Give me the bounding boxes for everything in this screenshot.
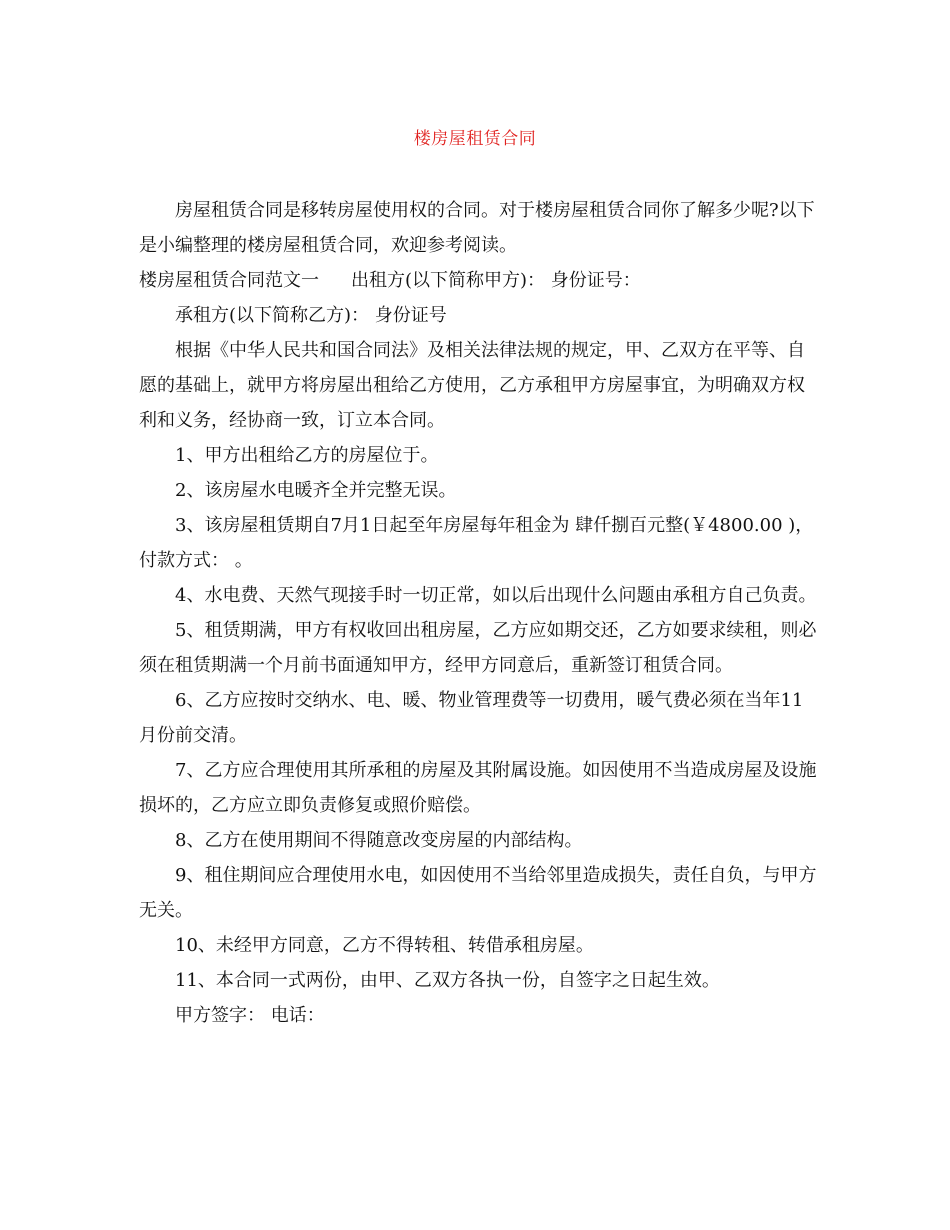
clause-3: 3、该房屋租赁期自7月1日起至年房屋每年租金为 肆仟捌百元整(￥4800.00 )，付款方式： 。 bbox=[139, 515, 814, 571]
clause-9: 9、租住期间应合理使用水电，如因使用不当给邻里造成损失，责任自负，与甲方无关。 bbox=[139, 865, 817, 921]
clause-11: 11、本合同一式两份，由甲、乙双方各执一份，自签字之日起生效。 bbox=[175, 970, 720, 991]
preamble-paragraph: 根据《中华人民共和国合同法》及相关法律法规的规定，甲、乙双方在平等、自愿的基础上，就甲方将房屋出租给乙方使用，乙方承租甲方房屋事宜，为明确双方权利和义务，经协商一致，订立本合同。 bbox=[139, 340, 805, 431]
clause-10: 10、未经甲方同意，乙方不得转租、转借承租房屋。 bbox=[175, 935, 594, 956]
sample-heading-line bbox=[139, 263, 819, 298]
clause-2: 2、该房屋水电暖齐全并完整无误。 bbox=[175, 480, 457, 501]
lessee-line: 承租方(以下简称乙方)： 身份证号 bbox=[175, 305, 447, 326]
clause-6: 6、乙方应按时交纳水、电、暖、物业管理费等一切费用，暖气费必须在当年11月份前交清。 bbox=[139, 690, 804, 746]
clause-8: 8、乙方在使用期间不得随意改变房屋的内部结构。 bbox=[175, 830, 583, 851]
document-title: 楼房屋租赁合同 bbox=[413, 129, 537, 149]
sample-heading: 楼房屋租赁合同范文一 bbox=[139, 270, 319, 291]
clause-7: 7、乙方应合理使用其所承租的房屋及其附属设施。如因使用不当造成房屋及设施损坏的，乙方应立即负责修复或照价赔偿。 bbox=[139, 760, 817, 816]
document-body bbox=[139, 193, 819, 1033]
lessor-line: 出租方(以下简称甲方)： 身份证号： bbox=[351, 270, 641, 291]
clause-5: 5、租赁期满，甲方有权收回出租房屋，乙方应如期交还，乙方如要求续租，则必须在租赁期满一个月前书面通知甲方，经甲方同意后，重新签订租赁合同。 bbox=[139, 620, 817, 676]
clause-1: 1、甲方出租给乙方的房屋位于。 bbox=[175, 445, 439, 466]
clause-4: 4、水电费、天然气现接手时一切正常，如以后出现什么问题由承租方自己负责。 bbox=[175, 585, 817, 606]
signature-line: 甲方签字： 电话： bbox=[175, 1005, 325, 1026]
intro-paragraph: 房屋租赁合同是移转房屋使用权的合同。对于楼房屋租赁合同你了解多少呢?以下是小编整理的楼房屋租赁合同，欢迎参考阅读。 bbox=[139, 200, 815, 256]
